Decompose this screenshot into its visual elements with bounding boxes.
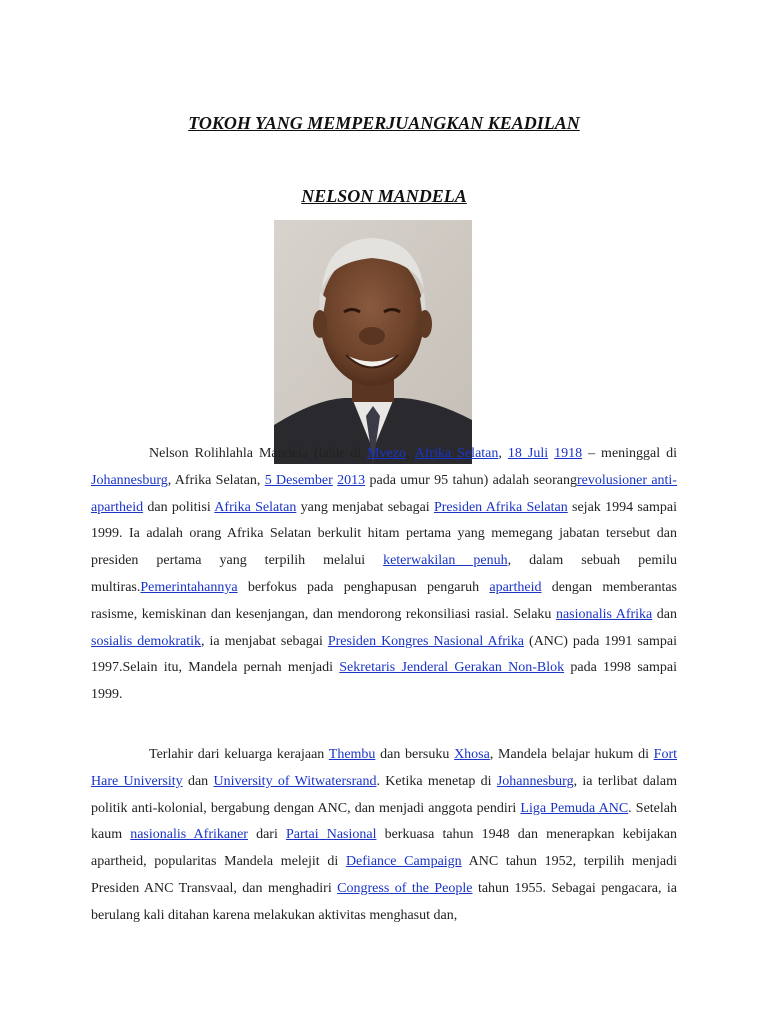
wiki-link[interactable]: 2013	[337, 472, 366, 488]
text-run: ,	[498, 446, 508, 461]
section-title: NELSON MANDELA	[301, 186, 467, 206]
text-run: – meninggal di	[582, 446, 678, 461]
wiki-link[interactable]: Partai Nasional	[285, 827, 377, 843]
paragraph-1	[91, 441, 677, 709]
text-run: ,	[405, 446, 415, 461]
text-run: , ia terlibat dalam politik anti-kolonial, bergabung dengan ANC, dan menjadi anggota pendiri	[91, 773, 677, 816]
wiki-link[interactable]: Thembu	[328, 747, 376, 762]
article-body	[91, 441, 677, 709]
text-run: . Setelah kaum	[91, 800, 677, 843]
wiki-link[interactable]: Xhosa	[454, 747, 490, 762]
text-run: dan bersuku	[375, 747, 455, 762]
wiki-link[interactable]: Afrika Selatan	[214, 499, 297, 515]
wiki-link[interactable]: Afrika Selatan	[414, 446, 499, 461]
text-run: yang menjabat sebagai	[296, 499, 434, 515]
wiki-link[interactable]: Fort Hare University	[91, 747, 678, 789]
wiki-link[interactable]: apartheid	[489, 579, 542, 595]
text-run: , Mandela belajar hukum di	[489, 747, 654, 762]
text-run: dengan memberantas rasisme, kemiskinan dan kesenjangan, dan mendorong rekonsiliasi rasial. Selaku	[91, 579, 678, 622]
wiki-link[interactable]: sosialis demokratik	[91, 633, 201, 649]
text-run: berfokus pada penghapusan pengaruh	[237, 579, 490, 595]
text-run: dan politisi	[143, 499, 215, 515]
text-run: dan	[652, 606, 677, 622]
wiki-link[interactable]: Pemerintahannya	[140, 579, 238, 595]
paragraph-2	[91, 742, 677, 930]
wiki-link[interactable]: University of Witwatersrand	[213, 773, 377, 789]
text-run: berkuasa tahun 1948 dan menerapkan kebijakan apartheid, popularitas Mandela melejit di	[91, 827, 678, 870]
text-run: Nelson Rolihlahla Mandela (lahir di	[149, 446, 368, 461]
article-body-2	[91, 742, 677, 930]
text-run: . Ketika menetap di	[376, 773, 497, 789]
text-run: sejak 1994 sampai 1999. Ia adalah orang Afrika Selatan berkulit hitam pertama yang memegang jabatan tersebut dan presiden pertama yang terpilih melalui	[91, 499, 678, 569]
wiki-link[interactable]: Liga Pemuda ANC	[520, 800, 629, 816]
text-run: tahun 1955. Sebagai pengacara, ia berulang kali ditahan karena melakukan aktivitas menghasut dan,	[91, 880, 677, 923]
portrait-photo	[274, 220, 472, 464]
text-run: pada 1998 sampai 1999.	[91, 660, 677, 703]
wiki-link[interactable]: Presiden Kongres Nasional Afrika	[327, 633, 525, 649]
text-run: ANC tahun 1952, terpilih menjadi Presiden ANC Transvaal, dan menghadiri	[91, 854, 678, 896]
wiki-link[interactable]: nasionalis Afrika	[555, 606, 653, 622]
text-run: Terlahir dari keluarga kerajaan	[149, 747, 329, 762]
wiki-link[interactable]: Johannesburg	[496, 773, 574, 789]
document-title: TOKOH YANG MEMPERJUANGKAN KEADILAN	[188, 113, 580, 133]
wiki-link[interactable]: 5 Desember	[264, 472, 333, 488]
wiki-link[interactable]: Presiden Afrika Selatan	[433, 499, 568, 515]
wiki-link[interactable]: 18 Juli	[507, 446, 549, 461]
wiki-link[interactable]: revolusioner anti-apartheid	[91, 472, 677, 515]
text-run: , dalam sebuah pemilu multiras.	[91, 553, 677, 595]
wiki-link[interactable]: Johannesburg	[91, 472, 168, 488]
text-run: , Afrika Selatan,	[167, 472, 265, 488]
wiki-link[interactable]: Mvezo	[367, 446, 406, 461]
text-run: , ia menjabat sebagai	[200, 633, 328, 649]
text-run: dan	[182, 773, 214, 789]
text-run: dari	[247, 827, 286, 843]
wiki-link[interactable]: 1918	[554, 446, 583, 461]
wiki-link[interactable]: nasionalis Afrikaner	[130, 827, 248, 843]
wiki-link[interactable]: keterwakilan penuh	[383, 553, 508, 569]
wiki-link[interactable]: Sekretaris Jenderal Gerakan Non-Blok	[339, 660, 565, 676]
wiki-link[interactable]: Congress of the People	[337, 880, 473, 896]
text-run: pada umur 95 tahun) adalah seorang	[365, 472, 577, 488]
text-run: (ANC) pada 1991 sampai 1997.Selain itu, Mandela pernah menjadi	[91, 633, 677, 676]
wiki-link[interactable]: Defiance Campaign	[345, 854, 462, 870]
